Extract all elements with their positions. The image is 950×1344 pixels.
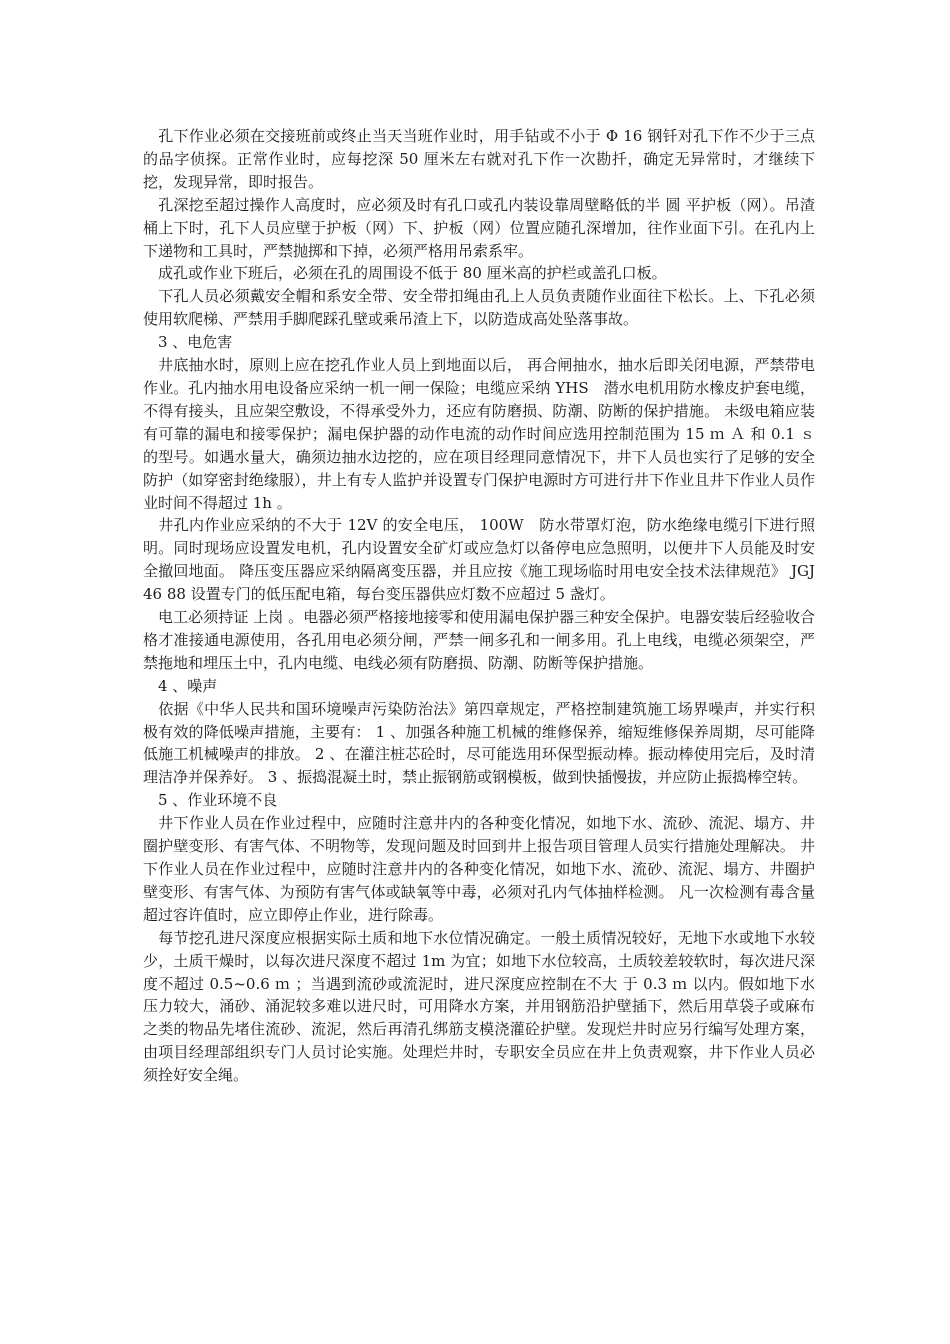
section-heading-noise: 4 、噪声	[143, 676, 218, 695]
paragraph-lighting: 井孔内作业应采纳的不大于 12V 的安全电压， 100W 防水带罩灯泡，防水绝缘电缆引下进行照明。同时现场应设置发电机，孔内设置安全矿灯或应急灯以备停电应急照明，以便井下人员能及时安全撤回地面。 降压变压器应采纳隔离变压器，并且应按《施工现场临时用电安全技术法律规范》 JGJ 46 88 设置专门的低压配电箱，每台变压器供应灯数不应超过 5 盏灯。	[143, 516, 815, 604]
paragraph-hole-probing: 孔下作业必须在交接班前或终止当天当班作业时，用手钻或不小于 Φ 16 钢钎对孔下作不少于三点的品字侦探。正常作业时，应每挖深 50 厘米左右就对孔下作一次勘扦，确定无异常时，才继续下挖，发现异常，即时报告。	[143, 127, 815, 191]
paragraph-guardrail: 成孔或作业下班后，必须在孔的周围设不低于 80 厘米高的护栏或盖孔口板。	[143, 264, 667, 283]
document-body	[143, 125, 815, 1087]
paragraph-underground-monitoring: 井下作业人员在作业过程中，应随时注意井内的各种变化情况，如地下水、流砂、流泥、塌方、井圈护壁变形、有害气体、不明物等，发现问题及时回到井上报告项目管理人员实行措施处理解决。 井下作业人员在作业过程中，应随时注意井内的各种变化情况，如地下水、流砂、流泥、塌方、井圈护壁变形、有害气体、为预防有害气体或缺氧等中毒，必须对孔内气体抽样检测。 凡一次检测有毒含量超过容许值时，应立即停止作业，进行除毒。	[143, 814, 815, 924]
section-heading-work-environment: 5 、作业环境不良	[143, 791, 278, 810]
paragraph-pumping: 井底抽水时，原则上应在挖孔作业人员上到地面以后， 再合闸抽水，抽水后即关闭电源，严禁带电作业。孔内抽水用电设备应采纳一机一闸一保险；电缆应采纳 YHS 潜水电机用防水橡皮护套电缆，不得有接头，且应架空敷设，不得承受外力，还应有防磨损、防潮、防断的保护措施。 未级电箱应装有可靠的漏电和接零保护；漏电保护器的动作电流的动作时间应选用控制范围为 15 ｍ Ａ 和 0.1 ｓ 的型号。如遇水量大，确须边抽水边挖的，应在项目经理同意情况下，井下人员也实行了足够的安全防护（如穿密封绝缘服），井上有专人监护并设置专门保护电源时方可进行井下作业且井下作业人员作业时间不得超过 1h 。	[143, 356, 815, 512]
paragraph-noise-control: 依据《中华人民共和国环境噪声污染防治法》第四章规定，严格控制建筑施工场界噪声，并实行积极有效的降低噪声措施，主要有： 1 、加强各种施工机械的维修保养，缩短维修保养周期，尽可能降低施工机械噪声的排放。 2 、在灌注桩芯砼时，尽可能选用环保型振动棒。振动棒使用完后，及时清理洁净并保养好。 3 、振捣混凝土时，禁止振钢筋或钢模板，做到快插慢拔，并应防止振捣棒空转。	[143, 699, 815, 787]
paragraph-excavation-depth: 每节挖孔进尺深度应根据实际土质和地下水位情况确定。一般土质情况较好，无地下水或地下水较少，土质干燥时，以每次进尺深度不超过 1m 为宜；如地下水位较高，土质较差较软时，每次进尺深度不超过 0.5~0.6 ｍ ；当遇到流砂或流泥时，进尺深度应控制在不大 于 0.3 ｍ 以内。假如地下水压力较大，涌砂、涌泥较多难以进尺时，可用降水方案，并用钢筋沿护壁插下，然后用草袋子或麻布之类的物品先堵住流砂、流泥，然后再清孔绑筋支模浇灌砼护壁。发现烂井时应另行编写处理方案，由项目经理部组织专门人员讨论实施。处理烂井时，专职安全员应在井上负责观察，井下作业人员必须拴好安全绳。	[143, 928, 815, 1085]
paragraph-electrician: 电工必须持证 上岗 。电器必须严格接地接零和使用漏电保护器三种安全保护。电器安装后经验收合格才准接通电源使用，各孔用电必须分闸，严禁一闸多孔和一闸多用。孔上电线，电缆必须架空，严禁拖地和埋压土中，孔内电缆、电线必须有防磨损、防潮、防断等保护措施。	[143, 608, 815, 672]
paragraph-guard-plate: 孔深挖至超过操作人高度时，应必须及时有孔口或孔内装设靠周壁略低的半 圆 平护板（网）。吊渣桶上下时，孔下人员应壁于护板（网）下、护板（网）位置应随孔深增加，往作业面下引。在孔内上下递物和工具时，严禁抛掷和下掉，必须严格用吊索系牢。	[143, 195, 815, 260]
paragraph-safety-harness: 下孔人员必须戴安全帽和系安全带、安全带扣绳由孔上人员负责随作业面往下松长。上、下孔必须使用软爬梯、严禁用手脚爬踩孔壁或乘吊渣上下，以防造成高处坠落事故。	[143, 287, 815, 329]
section-heading-electrical-hazard: 3 、电危害	[143, 333, 233, 352]
